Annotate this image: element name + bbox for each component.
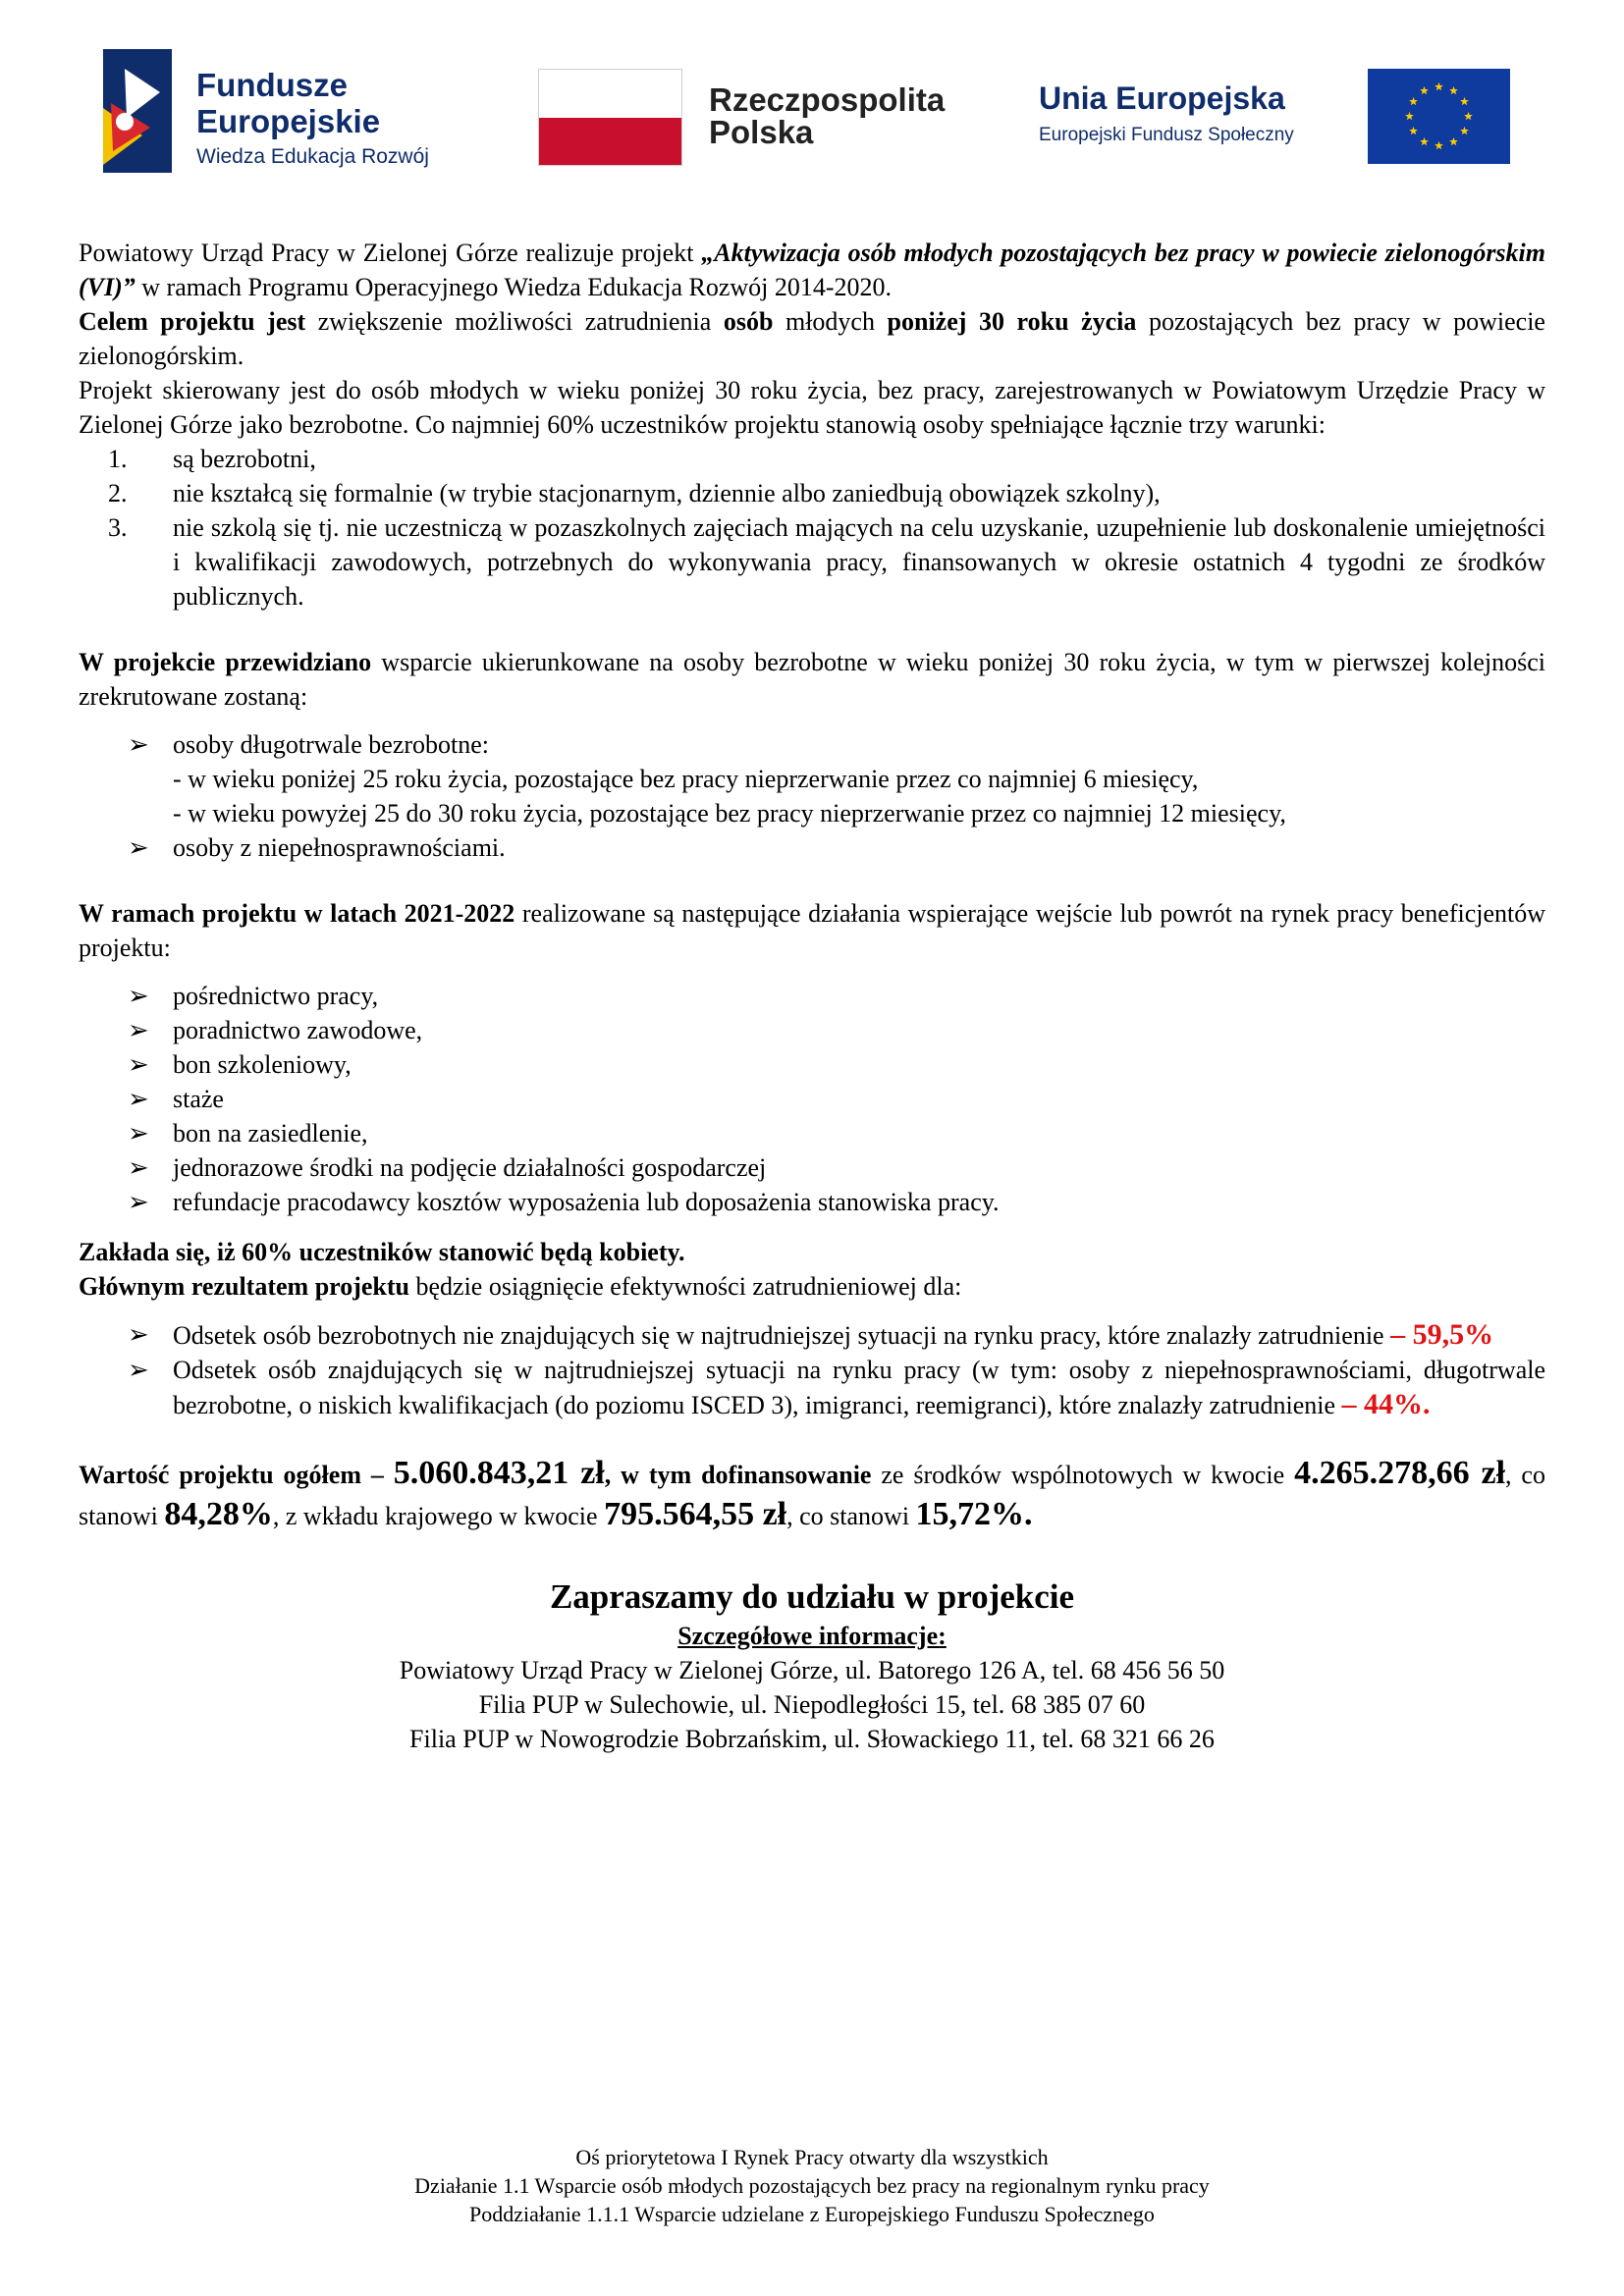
fe-line-1: Fundusze	[196, 67, 348, 103]
contact-line: Filia PUP w Sulechowie, ul. Niepodległości 15, tel. 68 385 07 60	[478, 1690, 1146, 1719]
goal-text-1: zwiększenie możliwości zatrudnienia	[305, 307, 724, 336]
results-list	[79, 1317, 1545, 1422]
fundusze-europejskie-logo-icon	[103, 49, 172, 173]
list-item-text: jednorazowe środki na podjęcie działalności gospodarczej	[173, 1153, 767, 1182]
list-item-text: bon na zasiedlenie,	[173, 1119, 368, 1148]
fundusze-europejskie-wordmark	[196, 69, 429, 167]
arrow-bullet-icon: ➢	[128, 1085, 149, 1113]
pl-line-2: Polska	[709, 114, 814, 150]
list-item	[79, 1353, 1545, 1422]
arrow-bullet-icon: ➢	[128, 730, 149, 759]
result-text: Odsetek osób bezrobotnych nie znajdujących się w najtrudniejszej sytuacji na rynku pracy, które znalazły zatrudnienie	[173, 1321, 1391, 1350]
goal-text-2: młodych	[773, 307, 888, 336]
women-share	[79, 1235, 1545, 1269]
results-text: będzie osiągnięcie efektywności zatrudnieniowej dla:	[409, 1272, 962, 1301]
support-label: W projekcie przewidziano	[79, 648, 372, 676]
eu-amount: 4.265.278,66 zł	[1294, 1455, 1506, 1491]
list-number: 3.	[108, 513, 128, 542]
result-text: Odsetek osób znajdujących się w najtrudniejszej sytuacji na rynku pracy (w tym: osoby z niepełnosprawnościami, długotrwale bezrobotne, o niskich kwalifikacjach (do poziomu ISCED 3), imigranci, reemigranci), które znalazły zatrudnienie	[173, 1356, 1545, 1419]
value-text-3: ze środków wspólnotowych w kwocie	[871, 1461, 1295, 1489]
intro-text: Powiatowy Urząd Pracy w Zielonej Górze realizuje projekt	[79, 239, 702, 267]
list-number: 2.	[108, 479, 128, 507]
unia-europejska-wordmark	[1039, 80, 1294, 146]
poland-flag-icon	[538, 69, 682, 166]
eu-percent: 84,28%	[164, 1496, 273, 1532]
rzeczpospolita-wordmark	[709, 83, 945, 148]
list-item-text: refundacje pracodawcy kosztów wyposażenia lub doposażenia stanowiska pracy.	[173, 1188, 1000, 1216]
list-item	[79, 979, 1545, 1013]
cofinancing-label: , w tym dofinansowanie	[604, 1461, 872, 1489]
list-item	[79, 1013, 1545, 1047]
list-item-text: są bezrobotni,	[173, 445, 316, 473]
value-text-4: , co stanowi	[79, 1461, 1545, 1530]
contact-block	[79, 1619, 1545, 1756]
total-value: 5.060.843,21 zł	[393, 1455, 605, 1491]
arrow-bullet-icon: ➢	[128, 982, 149, 1010]
ue-line-1: Unia Europejska	[1039, 80, 1285, 116]
arrow-bullet-icon: ➢	[128, 1188, 149, 1216]
list-item	[79, 1116, 1545, 1150]
sub-item: - w wieku powyżej 25 do 30 roku życia, pozostające bez pracy nieprzerwanie przez co najmniej 12 miesięcy,	[173, 799, 1286, 828]
goal-label: Celem projektu jest	[79, 307, 306, 336]
sub-item: - w wieku poniżej 25 roku życia, pozostające bez pracy nieprzerwanie przez co najmniej 6 miesięcy,	[173, 765, 1199, 793]
arrow-bullet-icon: ➢	[128, 1016, 149, 1044]
support-text: wsparcie ukierunkowane na osoby bezrobotne w wieku poniżej 30 roku życia, w tym w pierwszej kolejności zrekrutowane zostaną:	[79, 648, 1545, 711]
actions-text: realizowane są następujące działania wspierające wejście lub powrót na rynek pracy beneficjentów projektu:	[79, 899, 1546, 962]
list-item	[79, 830, 1545, 865]
list-number: 1.	[108, 445, 128, 473]
goal-bold-3: poniżej 30 roku życia	[887, 307, 1137, 336]
eu-flag-icon	[1368, 69, 1510, 164]
list-item-text: osoby długotrwale bezrobotne:	[173, 730, 490, 759]
arrow-bullet-icon: ➢	[128, 1119, 149, 1148]
list-item	[79, 1317, 1545, 1353]
value-label: Wartość projektu ogółem –	[79, 1461, 394, 1489]
arrow-bullet-icon: ➢	[128, 1050, 149, 1079]
women-share-text: Zakłada się, iż 60% uczestników stanowić będą kobiety.	[79, 1238, 685, 1266]
ue-line-2: Europejski Fundusz Społeczny	[1039, 125, 1294, 145]
conditions-list	[79, 442, 1545, 614]
fe-line-3: Wiedza Edukacja Rozwój	[196, 145, 429, 168]
details-heading: Szczegółowe informacje:	[677, 1622, 947, 1650]
list-item	[79, 727, 1545, 830]
list-item-text: nie kształcą się formalnie (w trybie stacjonarnym, dziennie albo zaniedbują obowiązek szkolny),	[173, 479, 1161, 507]
results-paragraph	[79, 1269, 1545, 1304]
actions-paragraph	[79, 896, 1545, 965]
value-text-5: , z wkładu krajowego w kwocie	[272, 1502, 605, 1530]
list-item-text: staże	[173, 1085, 224, 1113]
pl-line-1: Rzeczpospolita	[709, 81, 946, 118]
footer	[0, 2143, 1624, 2228]
target-paragraph: Projekt skierowany jest do osób młodych w wieku poniżej 30 roku życia, bez pracy, zarejestrowanych w Powiatowym Urzędzie Pracy w Zielonej Górze jako bezrobotne. Co najmniej 60% uczestników projektu stanowią osoby spełniające łącznie trzy warunki:	[79, 376, 1545, 439]
list-item-text: poradnictwo zawodowe,	[173, 1016, 423, 1044]
fe-line-2: Europejskie	[196, 103, 381, 139]
list-item	[79, 1150, 1545, 1185]
contact-line: Powiatowy Urząd Pracy w Zielonej Górze, ul. Batorego 126 A, tel. 68 456 56 50	[399, 1656, 1225, 1684]
project-value-paragraph	[79, 1454, 1545, 1536]
footer-line: Działanie 1.1 Wsparcie osób młodych pozostających bez pracy na regionalnym rynku pracy	[414, 2173, 1210, 2198]
intro-text-rest: w ramach Programu Operacyjnego Wiedza Edukacja Rozwój 2014-2020.	[135, 273, 893, 301]
list-item	[79, 476, 1545, 510]
arrow-bullet-icon: ➢	[128, 1320, 149, 1349]
invite-heading: Zapraszamy do udziału w projekcie	[549, 1577, 1075, 1616]
goal-paragraph	[79, 304, 1545, 373]
project-title: „Aktywizacja osób młodych pozostających bez pracy w powiecie zielonogórskim (VI)”	[79, 239, 1545, 301]
actions-list	[79, 979, 1545, 1219]
national-amount: 795.564,55 zł	[604, 1496, 787, 1532]
arrow-bullet-icon: ➢	[128, 833, 149, 862]
arrow-bullet-icon: ➢	[128, 1153, 149, 1182]
logo-bar	[0, 0, 1624, 196]
list-item-text: bon szkoleniowy,	[173, 1050, 352, 1079]
result-value: – 59,5%	[1390, 1318, 1494, 1351]
intro-paragraph	[79, 236, 1545, 304]
support-paragraph	[79, 645, 1545, 714]
list-item-text: pośrednictwo pracy,	[173, 982, 379, 1010]
contact-line: Filia PUP w Nowogrodzie Bobrzańskim, ul. Słowackiego 11, tel. 68 321 66 26	[409, 1725, 1215, 1753]
footer-line: Poddziałanie 1.1.1 Wsparcie udzielane z Europejskiego Funduszu Społecznego	[469, 2202, 1155, 2226]
results-label: Głównym rezultatem projektu	[79, 1272, 409, 1301]
value-text-6: , co stanowi	[786, 1502, 916, 1530]
footer-line: Oś priorytetowa I Rynek Pracy otwarty dla wszystkich	[575, 2145, 1049, 2169]
list-item-text: nie szkolą się tj. nie uczestniczą w pozaszkolnych zajęciach mających na celu uzyskanie, uzupełnienie lub doskonalenie umiejętności i kwalifikacji zawodowych, potrzebnych do wykonywania pracy, finansowanych w okresie ostatnich 4 tygodni ze środków publicznych.	[173, 513, 1545, 611]
support-list	[79, 727, 1545, 865]
list-item	[79, 1047, 1545, 1082]
goal-text-3: pozostających bez pracy w powiecie zielonogórskim.	[79, 307, 1545, 370]
document-body	[79, 236, 1545, 1756]
result-value: – 44%.	[1341, 1388, 1431, 1420]
national-percent: 15,72%.	[915, 1496, 1033, 1532]
list-item	[79, 1082, 1545, 1116]
list-item	[79, 1185, 1545, 1219]
goal-bold-2: osób	[723, 307, 774, 336]
actions-label: W ramach projektu w latach 2021-2022	[79, 899, 515, 928]
list-item-text: osoby z niepełnosprawnościami.	[173, 833, 506, 862]
list-item	[79, 510, 1545, 614]
arrow-bullet-icon: ➢	[128, 1356, 149, 1384]
list-item	[79, 442, 1545, 476]
